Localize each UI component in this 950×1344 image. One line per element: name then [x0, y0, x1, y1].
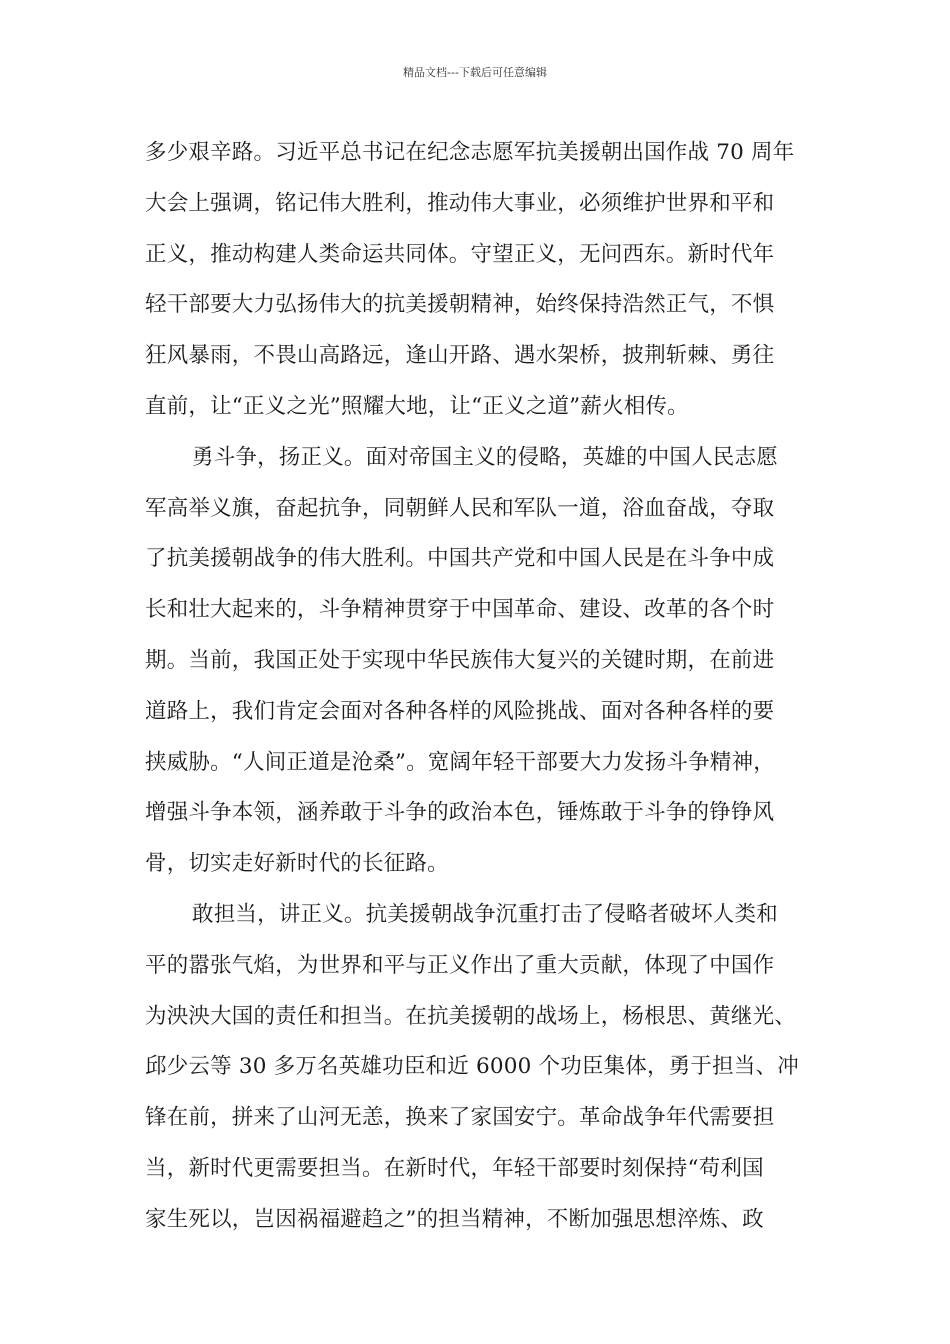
text-line: 军高举义旗，奋起抗争，同朝鲜人民和军队一道，浴血奋战，夺取 [145, 495, 775, 521]
text-line: 增强斗争本领，涵养敢于斗争的政治本色，锤炼敢于斗争的铮铮风 [145, 800, 775, 826]
text-line: 正义，推动构建人类命运共同体。守望正义，无问西东。新时代年 [145, 241, 775, 267]
text-line: 平的嚣张气焰，为世界和平与正义作出了重大贡献，体现了中国作 [145, 952, 775, 978]
text-line: 道路上，我们肯定会面对各种各样的风险挑战、面对各种各样的要 [145, 698, 775, 724]
text-line: 狂风暴雨，不畏山高路远，逢山开路、遇水架桥，披荆斩棘、勇往 [145, 343, 775, 369]
text-line: 为泱泱大国的责任和担当。在抗美援朝的战场上，杨根思、黄继光、 [145, 1003, 797, 1029]
text-line: 轻干部要大力弘扬伟大的抗美援朝精神，始终保持浩然正气，不惧 [145, 292, 775, 318]
text-line: 家生死以，岂因祸福避趋之”的担当精神，不断加强思想淬炼、政 [145, 1206, 764, 1232]
text-line: 锋在前，拼来了山河无恙，换来了家国安宁。革命战争年代需要担 [145, 1105, 775, 1131]
text-line: 直前，让“正义之光”照耀大地，让“正义之道”薪火相传。 [145, 393, 689, 419]
paragraph-first-line: 勇斗争，扬正义。面对帝国主义的侵略，英雄的中国人民志愿 [192, 444, 778, 470]
text-line: 当，新时代更需要担当。在新时代，年轻干部要时刻保持“苟利国 [145, 1155, 764, 1181]
text-line: 多少艰辛路。习近平总书记在纪念志愿军抗美援朝出国作战 70 周年 [145, 140, 795, 165]
text-line: 期。当前，我国正处于实现中华民族伟大复兴的关键时期，在前进 [145, 647, 775, 673]
page-header: 精品文档---下载后可任意编辑 [403, 66, 547, 79]
text-line: 挟威胁。“人间正道是沧桑”。宽阔年轻干部要大力发扬斗争精神， [145, 749, 775, 775]
text-line: 大会上强调，铭记伟大胜利，推动伟大事业，必须维护世界和平和 [145, 190, 775, 216]
text-line: 了抗美援朝战争的伟大胜利。中国共产党和中国人民是在斗争中成 [145, 546, 775, 572]
text-line: 邱少云等 30 多万名英雄功臣和近 6000 个功臣集体，勇于担当、冲 [145, 1054, 799, 1080]
text-line: 长和壮大起来的，斗争精神贯穿于中国革命、建设、改革的各个时 [145, 597, 775, 623]
document-body [145, 128, 825, 1246]
text-line: 骨，切实走好新时代的长征路。 [145, 851, 449, 877]
paragraph-first-line: 敢担当，讲正义。抗美援朝战争沉重打击了侵略者破坏人类和 [192, 901, 778, 927]
